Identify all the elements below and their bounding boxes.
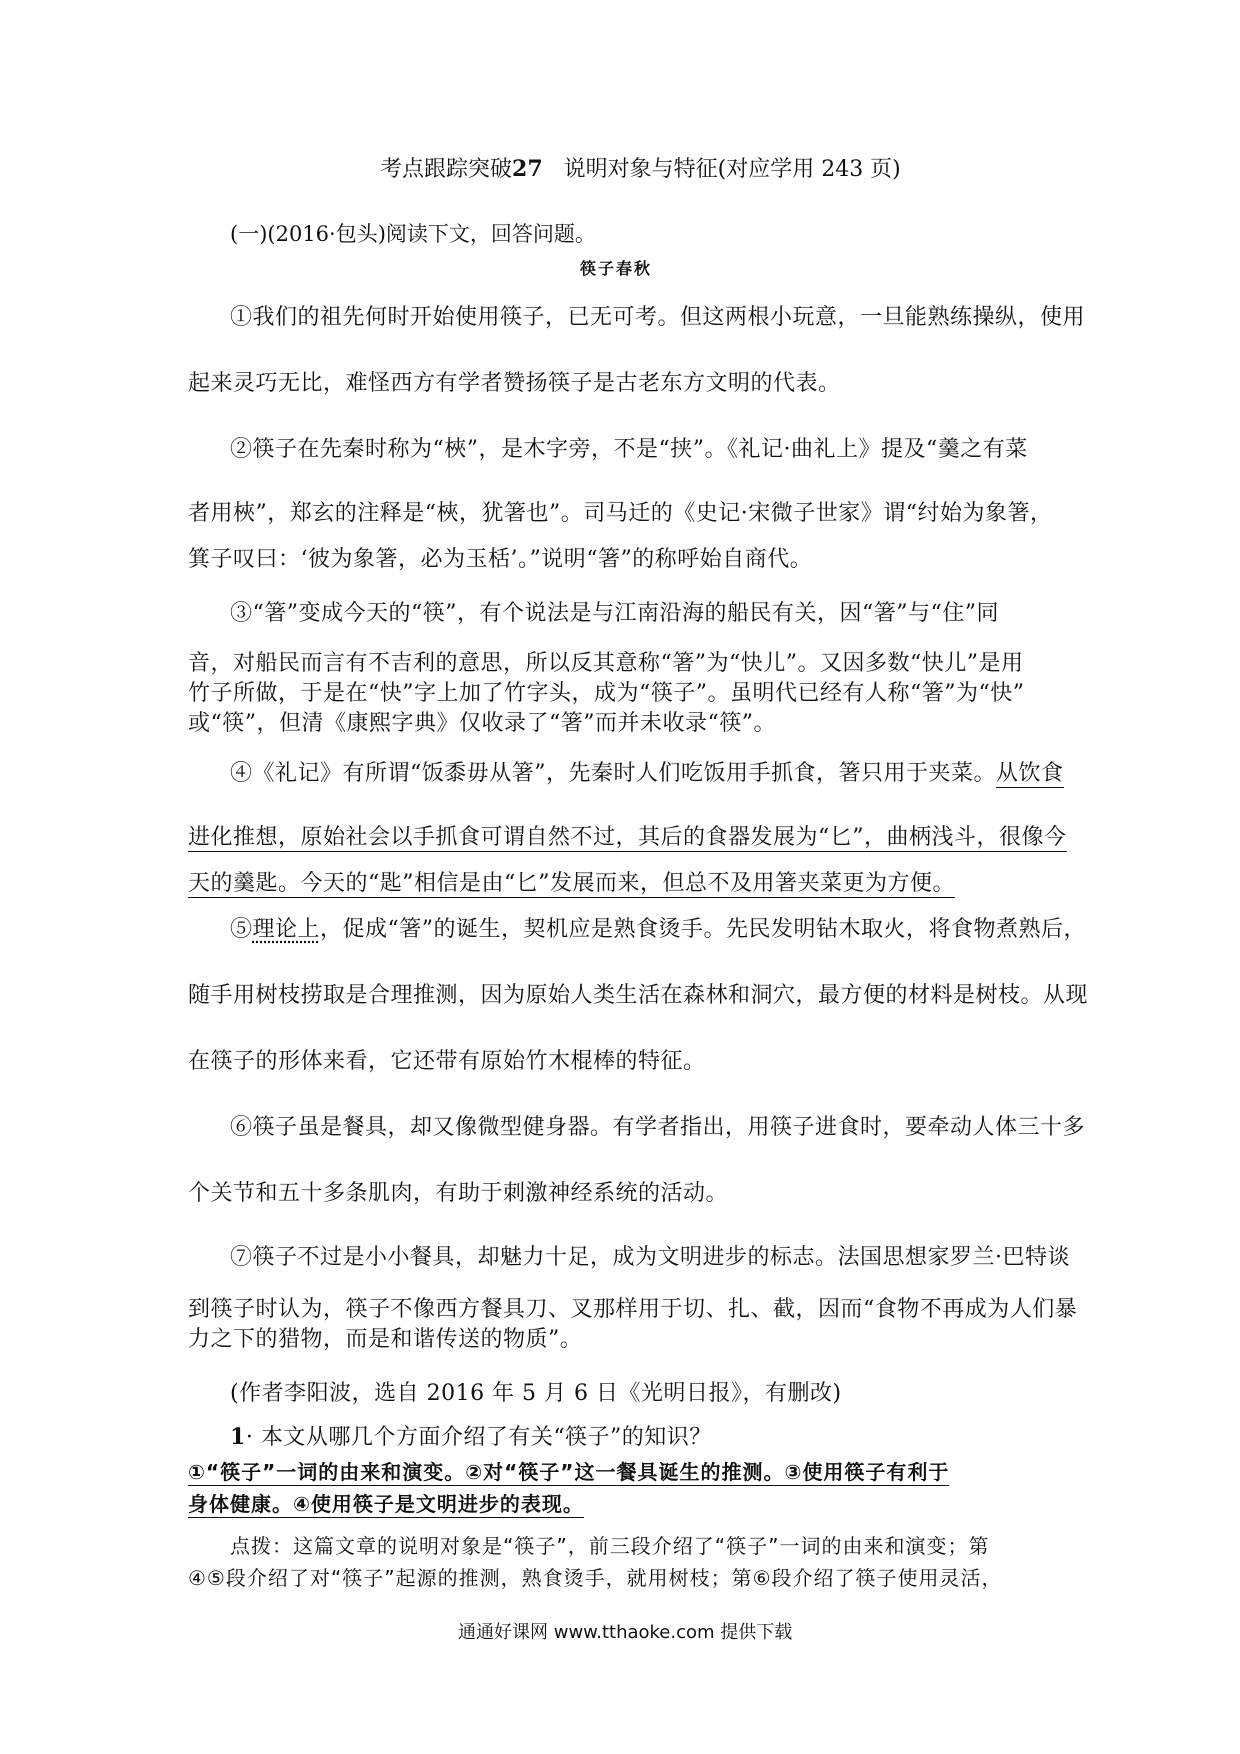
paragraph-5-line-1-text: ，促成“箸”的诞生，契机应是熟食烫手。先民发明钻木取火，将食物煮熟后， (320, 917, 1087, 942)
paragraph-3-line-1: ③“箸”变成今天的“筷”，有个说法是与江南沿海的船民有关，因“箸”与“住”同 (230, 601, 999, 626)
article-title: 筷子春秋 (580, 259, 653, 278)
paragraph-3-line-3: 竹子所做，于是在“快”字上加了竹字头，成为“筷子”。虽明代已经有人称“箸”为“快” (188, 681, 1025, 706)
paragraph-5-line-3: 在筷子的形体来看，它还带有原始竹木棍棒的特征。 (188, 1049, 706, 1074)
question-separator: · (245, 1425, 254, 1450)
paragraph-2-line-2: 者用梜”，郑玄的注释是“梜，犹箸也”。司马迁的《史记·宋微子世家》谓“纣始为象箸， (188, 501, 1053, 526)
tip-line-1: 点拨：这篇文章的说明对象是“筷子”，前三段介绍了“筷子”一词的由来和演变；第 (230, 1534, 990, 1558)
title-prefix: 考点跟踪突破 (380, 157, 513, 182)
paragraph-1-line-1: ①我们的祖先何时开始使用筷子，已无可考。但这两根小玩意，一旦能熟练操纵，使用 (230, 305, 1086, 330)
answer-line-2 (188, 1488, 584, 1517)
section-label: (一)(2016·包头)阅读下文，回答问题。 (230, 222, 596, 246)
question-text: 本文从哪几个方面介绍了有关“筷子”的知识？ (260, 1425, 712, 1450)
source-note: (作者李阳波，选自 2016 年 5 月 6 日《光明日报》，有删改) (230, 1381, 842, 1406)
paragraph-5-line-2: 随手用树枝捞取是合理推测，因为原始人类生活在森林和洞穴，最方便的材料是树枝。从现 (188, 983, 1089, 1008)
paragraph-4-line-3 (188, 866, 955, 897)
underlined-text: 从饮食 (996, 761, 1064, 786)
paragraph-3-line-2: 音，对船民而言有不吉利的意思，所以反其意称“箸”为“快儿”。又因多数“快儿”是用 (188, 651, 1024, 676)
paragraph-7-line-1: ⑦筷子不过是小小餐具，却魅力十足，成为文明进步的标志。法国思想家罗兰·巴特谈 (230, 1245, 1070, 1270)
paragraph-2-line-1: ②筷子在先秦时称为“梜”，是木字旁，不是“挟”。《礼记·曲礼上》提及“羹之有菜 (230, 437, 1028, 462)
paragraph-4-line-1-text: ④《礼记》有所谓“饭黍毋从箸”，先秦时人们吃饭用手抓食，箸只用于夹菜。 (230, 761, 996, 786)
underlined-text: 天的羹匙。今天的“匙”相信是由“匕”发展而来，但总不及用箸夹菜更为方便。 (188, 871, 955, 896)
answer-line-1 (188, 1456, 949, 1485)
tip-line-2: ④⑤段介绍了对“筷子”起源的推测，熟食烫手，就用树枝；第⑥段介绍了筷子使用灵活， (188, 1566, 1003, 1590)
paragraph-5-line-1 (230, 912, 1086, 943)
paragraph-5-number: ⑤ (230, 917, 253, 942)
paragraph-7-line-2: 到筷子时认为，筷子不像西方餐具刀、叉那样用于切、扎、截，因而“食物不再成为人们暴 (188, 1297, 1078, 1322)
title-suffix: 说明对象与特征(对应学用 243 页) (563, 157, 901, 182)
page-footer: 通通好课网 www.tthaoke.com 提供下载 (458, 1622, 793, 1643)
paragraph-4-line-2 (188, 820, 1067, 851)
underlined-text: 进化推想，原始社会以手抓食可谓自然不过，其后的食器发展为“匕”，曲柄浅斗，很像今 (188, 825, 1067, 850)
answer-text: ①“筷子”一词的由来和演变。②对“筷子”这一餐具诞生的推测。③使用筷子有利于 (188, 1460, 950, 1484)
paragraph-7-line-3: 力之下的猎物，而是和谐传送的物质”。 (188, 1327, 583, 1352)
paragraph-4-line-1 (230, 756, 1064, 787)
paragraph-6-line-2: 个关节和五十多条肌肉，有助于刺激神经系统的活动。 (188, 1181, 729, 1206)
title-number: 27 (512, 156, 543, 182)
question-number: 1 (230, 1424, 246, 1450)
page-title (380, 152, 901, 183)
dotted-emphasis-text: 理论上 (252, 917, 321, 942)
paragraph-3-line-4: 或“筷”，但清《康熙字典》仅收录了“箸”而并未收录“筷”。 (188, 711, 776, 736)
answer-text: 身体健康。④使用筷子是文明进步的表现。 (188, 1492, 584, 1516)
question-1 (230, 1420, 712, 1451)
paragraph-1-line-2: 起来灵巧无比，难怪西方有学者赞扬筷子是古老东方文明的代表。 (188, 371, 841, 396)
paragraph-6-line-1: ⑥筷子虽是餐具，却又像微型健身器。有学者指出，用筷子进食时，要牵动人体三十多 (230, 1115, 1086, 1140)
paragraph-2-line-3: 箕子叹曰：‘彼为象箸，必为玉栝’。”说明“箸”的称呼始自商代。 (188, 547, 813, 572)
